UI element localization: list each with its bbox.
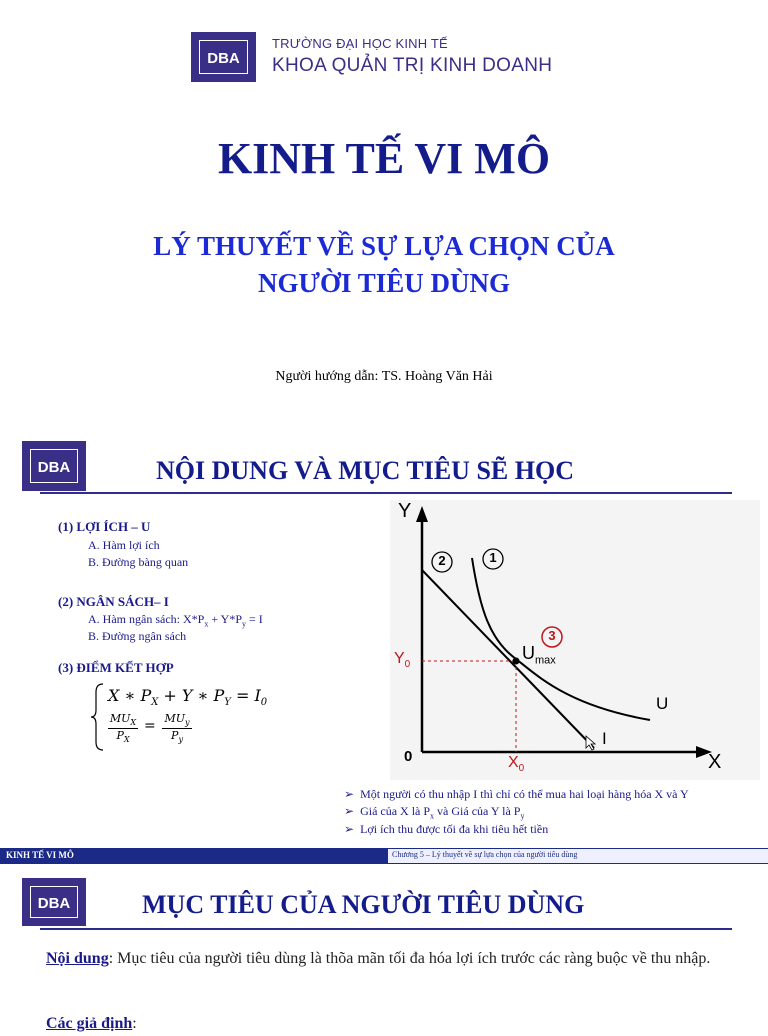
assumptions-heading: Các giả định: <box>46 1015 137 1032</box>
content-paragraph: Nội dung: Mục tiêu của người tiêu dùng là thõa mãn tối đa hóa lợi ích trước các ràng buộc về thu nhập. <box>46 950 711 967</box>
instructor-line: Người hướng dẫn: TS. Hoàng Văn Hải <box>275 369 493 384</box>
dba-logo-slide2 <box>22 441 86 491</box>
lecture-subtitle <box>0 228 768 302</box>
budget-line-item: B. Đường ngân sách <box>88 629 187 643</box>
bullet-max-utility: ➢ Lợi ích thu được tối đa khi tiêu hết tiền <box>344 822 549 836</box>
course-title: KINH TẾ VI MÔ <box>217 134 551 183</box>
logo-text: DBA <box>207 50 240 67</box>
fraction-equals: = <box>144 718 156 734</box>
bullet-arrow-icon: ➢ <box>344 787 361 801</box>
section-utility-head: (1) LỢI ÍCH – U <box>58 519 151 534</box>
dba-logo <box>191 32 256 82</box>
marker-3-label: 3 <box>548 628 556 643</box>
university-name: TRƯỜNG ĐẠI HỌC KINH TẾ <box>272 36 448 51</box>
section-combination-head: (3) ĐIỂM KẾT HỢP <box>58 660 174 675</box>
faculty-name: KHOA QUẢN TRỊ KINH DOANH <box>272 55 553 76</box>
title-rule <box>40 928 732 930</box>
footer-chapter: Chương 5 – Lý thuyết về sự lựa chọn của người tiêu dùng <box>388 849 768 863</box>
subtitle-line-1: LÝ THUYẾT VỀ SỰ LỰA CHỌN CỦA <box>153 231 615 261</box>
curve-u-label: U <box>656 694 669 713</box>
equilibrium-formula <box>90 682 290 752</box>
diagram-background <box>390 500 760 780</box>
dba-logo-slide3 <box>22 878 86 926</box>
bullet-prices: ➢ Giá của X là $P_x$ và Giá của Y là $P_y$ <box>344 804 525 821</box>
consumer-choice-diagram <box>390 500 760 780</box>
y0-label: $Y_0$ <box>394 650 411 671</box>
muy-fraction: $MU_y$ $P_y$ <box>162 712 192 744</box>
footer-course: KINH TẾ VI MÔ <box>6 850 74 860</box>
optimum-point <box>513 658 520 665</box>
marker-1-label: 1 <box>489 550 497 565</box>
bullet-arrow-icon: ➢ <box>344 804 361 818</box>
umax-label: $U_{max}$ <box>522 643 556 667</box>
title-slide <box>0 0 768 410</box>
y-axis-label: Y <box>398 500 412 522</box>
marker-2-label: 2 <box>438 553 446 568</box>
x0-label: $X_0$ <box>508 754 525 775</box>
slide2-title: NỘI DUNG VÀ MỤC TIÊU SẼ HỌC <box>156 456 574 485</box>
logo-text: DBA <box>37 895 71 912</box>
budget-i-label: I <box>602 729 607 748</box>
title-rule <box>40 492 732 494</box>
section-budget-head: (2) NGÂN SÁCH– I <box>58 594 169 609</box>
indifference-curve-item: B. Đường bàng quan <box>88 555 189 569</box>
bullet-arrow-icon: ➢ <box>344 822 361 836</box>
brace-icon <box>90 682 106 752</box>
origin-label: 0 <box>404 748 413 765</box>
content-keyword: Nội dung <box>46 950 109 967</box>
utility-function-item: A. Hàm lợi ích <box>88 538 160 552</box>
logo-text: DBA <box>37 459 71 476</box>
budget-equation: X ∗ $P_X + Y$ ∗ $P_Y = I_0$ <box>108 686 268 709</box>
bullet-income: ➢ Một người có thu nhập I thì chỉ có thể mua hai loại hàng hóa X và Y <box>344 787 689 801</box>
x-axis-label: X <box>708 751 722 773</box>
mux-fraction: $MU_X$ $P_X$ <box>109 712 137 745</box>
budget-function-item: A. Hàm ngân sách: $X*P_x + Y*P_y = I$ <box>88 612 263 629</box>
slide3-title: MỤC TIÊU CỦA NGƯỜI TIÊU DÙNG <box>142 890 585 919</box>
subtitle-line-2: NGƯỜI TIÊU DÙNG <box>257 268 511 298</box>
